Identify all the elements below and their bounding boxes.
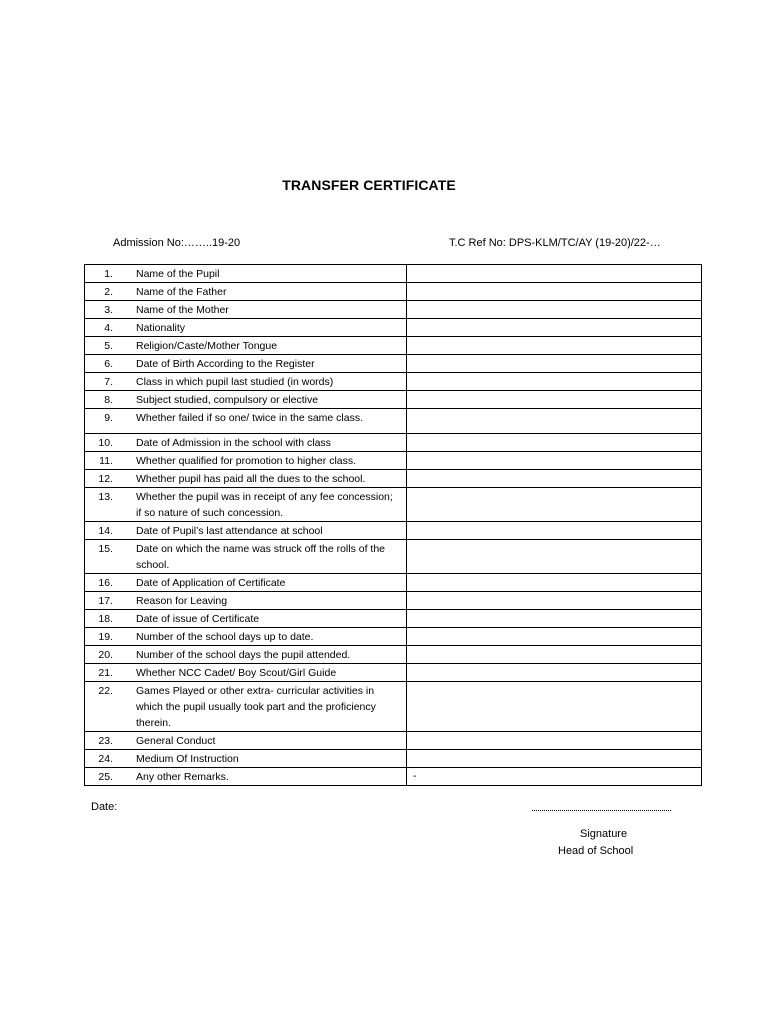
- field-value-cell: [407, 470, 702, 488]
- item-number: 4.: [104, 322, 113, 334]
- item-number: 15.: [98, 543, 113, 555]
- table-row: [85, 373, 702, 391]
- list-item: [85, 592, 406, 609]
- field-label-cell: [85, 301, 407, 319]
- list-item: [85, 610, 406, 627]
- table-row: [85, 283, 702, 301]
- table-row: [85, 574, 702, 592]
- field-label-cell: [85, 373, 407, 391]
- table-row: [85, 768, 702, 786]
- table-row: [85, 434, 702, 452]
- field-label-cell: [85, 592, 407, 610]
- field-label-cell: [85, 355, 407, 373]
- field-label-cell: [85, 488, 407, 522]
- item-label: Date of Admission in the school with class: [136, 437, 331, 449]
- item-label: Games Played or other extra- curricular activities in which the pupil usually took part and the proficiency therein.: [136, 685, 376, 729]
- list-item: [85, 732, 406, 749]
- field-label-cell: [85, 409, 407, 434]
- item-number: 25.: [98, 771, 113, 783]
- item-number: 14.: [98, 525, 113, 537]
- certificate-table: [84, 264, 702, 786]
- field-value-cell: [407, 574, 702, 592]
- field-value-cell: [407, 488, 702, 522]
- list-item: [85, 522, 406, 539]
- field-label-cell: [85, 283, 407, 301]
- field-value-cell: [407, 373, 702, 391]
- certificate-table-body: [85, 265, 702, 786]
- field-value-cell: [407, 391, 702, 409]
- list-item: [85, 434, 406, 451]
- item-number: 6.: [104, 358, 113, 370]
- list-item: [85, 646, 406, 663]
- list-item: [85, 628, 406, 645]
- field-value-cell: [407, 664, 702, 682]
- field-label-cell: [85, 470, 407, 488]
- table-row: [85, 664, 702, 682]
- item-label: Number of the school days up to date.: [136, 631, 314, 643]
- item-number: 22.: [98, 685, 113, 697]
- table-row: [85, 628, 702, 646]
- table-row: [85, 592, 702, 610]
- item-number: 11.: [99, 455, 113, 467]
- item-number: 10.: [98, 437, 113, 449]
- table-row: [85, 265, 702, 283]
- field-value-cell: [407, 434, 702, 452]
- field-label-cell: [85, 319, 407, 337]
- field-label-cell: [85, 768, 407, 786]
- item-label: Whether NCC Cadet/ Boy Scout/Girl Guide: [136, 667, 337, 679]
- item-number: 21.: [98, 667, 113, 679]
- item-label: Date on which the name was struck off the rolls of the school.: [136, 543, 386, 571]
- table-row: [85, 610, 702, 628]
- field-value-cell: -: [407, 768, 702, 786]
- item-number: 9.: [104, 412, 113, 424]
- item-label: Date of Pupil’s last attendance at school: [136, 525, 323, 537]
- item-label: Reason for Leaving: [136, 595, 228, 607]
- table-row: [85, 488, 702, 522]
- field-value-cell: [407, 355, 702, 373]
- item-label: Whether qualified for promotion to higher class.: [136, 455, 357, 467]
- item-number: 3.: [104, 304, 113, 316]
- list-item: [85, 319, 406, 336]
- list-item: [85, 265, 406, 282]
- field-label-cell: [85, 574, 407, 592]
- item-label: General Conduct: [136, 735, 216, 747]
- item-number: 16.: [98, 577, 113, 589]
- head-of-school-label: Head of School: [558, 845, 634, 857]
- list-item: [85, 664, 406, 681]
- list-item: [85, 750, 406, 767]
- list-item: [85, 337, 406, 354]
- field-value-cell: [407, 592, 702, 610]
- signature-label: Signature: [580, 828, 628, 840]
- signature-line: [532, 806, 671, 811]
- list-item: [85, 301, 406, 318]
- document-title: TRANSFER CERTIFICATE: [282, 177, 456, 193]
- item-number: 1.: [104, 268, 113, 280]
- table-row: [85, 750, 702, 768]
- item-label: Nationality: [136, 322, 186, 334]
- table-row: [85, 522, 702, 540]
- item-label: Whether the pupil was in receipt of any fee concession; if so nature of such concession.: [136, 491, 393, 519]
- field-value-cell: [407, 522, 702, 540]
- item-label: Name of the Pupil: [136, 268, 220, 280]
- item-number: 20.: [98, 649, 113, 661]
- item-label: Date of Birth According to the Register: [136, 358, 315, 370]
- table-row: [85, 337, 702, 355]
- field-value-cell: [407, 628, 702, 646]
- field-label-cell: [85, 434, 407, 452]
- list-item: [85, 488, 406, 521]
- item-number: 18.: [98, 613, 113, 625]
- table-row: [85, 732, 702, 750]
- item-label: Date of Application of Certificate: [136, 577, 286, 589]
- item-label: Number of the school days the pupil attended.: [136, 649, 351, 661]
- item-number: 2.: [104, 286, 113, 298]
- field-value-cell: [407, 682, 702, 732]
- item-number: 23.: [98, 735, 113, 747]
- admission-number: Admission No:……..19-20: [113, 237, 241, 249]
- list-item: [85, 452, 406, 469]
- field-label-cell: [85, 337, 407, 355]
- list-item: [85, 574, 406, 591]
- item-number: 7.: [104, 376, 113, 388]
- item-label: Subject studied, compulsory or elective: [136, 394, 319, 406]
- field-value-cell: [407, 646, 702, 664]
- table-row: [85, 646, 702, 664]
- item-label: Whether failed if so one/ twice in the same class.: [136, 412, 364, 424]
- field-value-cell: [407, 452, 702, 470]
- item-label: Name of the Father: [136, 286, 227, 298]
- item-label: Date of issue of Certificate: [136, 613, 260, 625]
- list-item: [85, 682, 406, 731]
- table-row: [85, 391, 702, 409]
- item-number: 8.: [104, 394, 113, 406]
- item-label: Name of the Mother: [136, 304, 229, 316]
- field-label-cell: [85, 732, 407, 750]
- item-number: 17.: [98, 595, 113, 607]
- field-value-cell: [407, 265, 702, 283]
- field-value-cell: [407, 301, 702, 319]
- table-row: [85, 319, 702, 337]
- list-item: [85, 283, 406, 300]
- item-label: Religion/Caste/Mother Tongue: [136, 340, 278, 352]
- date-label: Date:: [91, 801, 118, 813]
- field-value-cell: [407, 337, 702, 355]
- field-value-cell: [407, 610, 702, 628]
- field-label-cell: [85, 628, 407, 646]
- table-row: [85, 470, 702, 488]
- list-item: [85, 355, 406, 372]
- field-value-cell: [407, 283, 702, 301]
- list-item: [85, 373, 406, 390]
- field-label-cell: [85, 522, 407, 540]
- field-value-cell: [407, 732, 702, 750]
- field-label-cell: [85, 664, 407, 682]
- field-value-cell: [407, 409, 702, 434]
- field-label-cell: [85, 265, 407, 283]
- item-label: Any other Remarks.: [136, 771, 229, 783]
- item-number: 13.: [98, 491, 113, 503]
- table-row: [85, 409, 702, 434]
- item-number: 24.: [98, 753, 113, 765]
- item-number: 5.: [104, 340, 113, 352]
- list-item: [85, 409, 406, 426]
- field-label-cell: [85, 646, 407, 664]
- field-label-cell: [85, 682, 407, 732]
- field-label-cell: [85, 452, 407, 470]
- tc-reference-number: T.C Ref No: DPS-KLM/TC/AY (19-20)/22-…: [449, 237, 661, 249]
- table-row: [85, 355, 702, 373]
- field-label-cell: [85, 750, 407, 768]
- list-item: [85, 391, 406, 408]
- field-value-cell: [407, 319, 702, 337]
- field-label-cell: [85, 540, 407, 574]
- item-number: 19.: [98, 631, 113, 643]
- table-row: [85, 452, 702, 470]
- field-label-cell: [85, 610, 407, 628]
- item-label: Medium Of Instruction: [136, 753, 239, 765]
- table-row: [85, 301, 702, 319]
- field-label-cell: [85, 391, 407, 409]
- table-row: [85, 682, 702, 732]
- list-item: [85, 768, 406, 785]
- field-value-cell: [407, 750, 702, 768]
- item-number: 12.: [98, 473, 113, 485]
- list-item: [85, 470, 406, 487]
- field-value-cell: [407, 540, 702, 574]
- list-item: [85, 540, 406, 573]
- item-label: Class in which pupil last studied (in words): [136, 376, 334, 388]
- table-row: [85, 540, 702, 574]
- item-label: Whether pupil has paid all the dues to the school.: [136, 473, 366, 485]
